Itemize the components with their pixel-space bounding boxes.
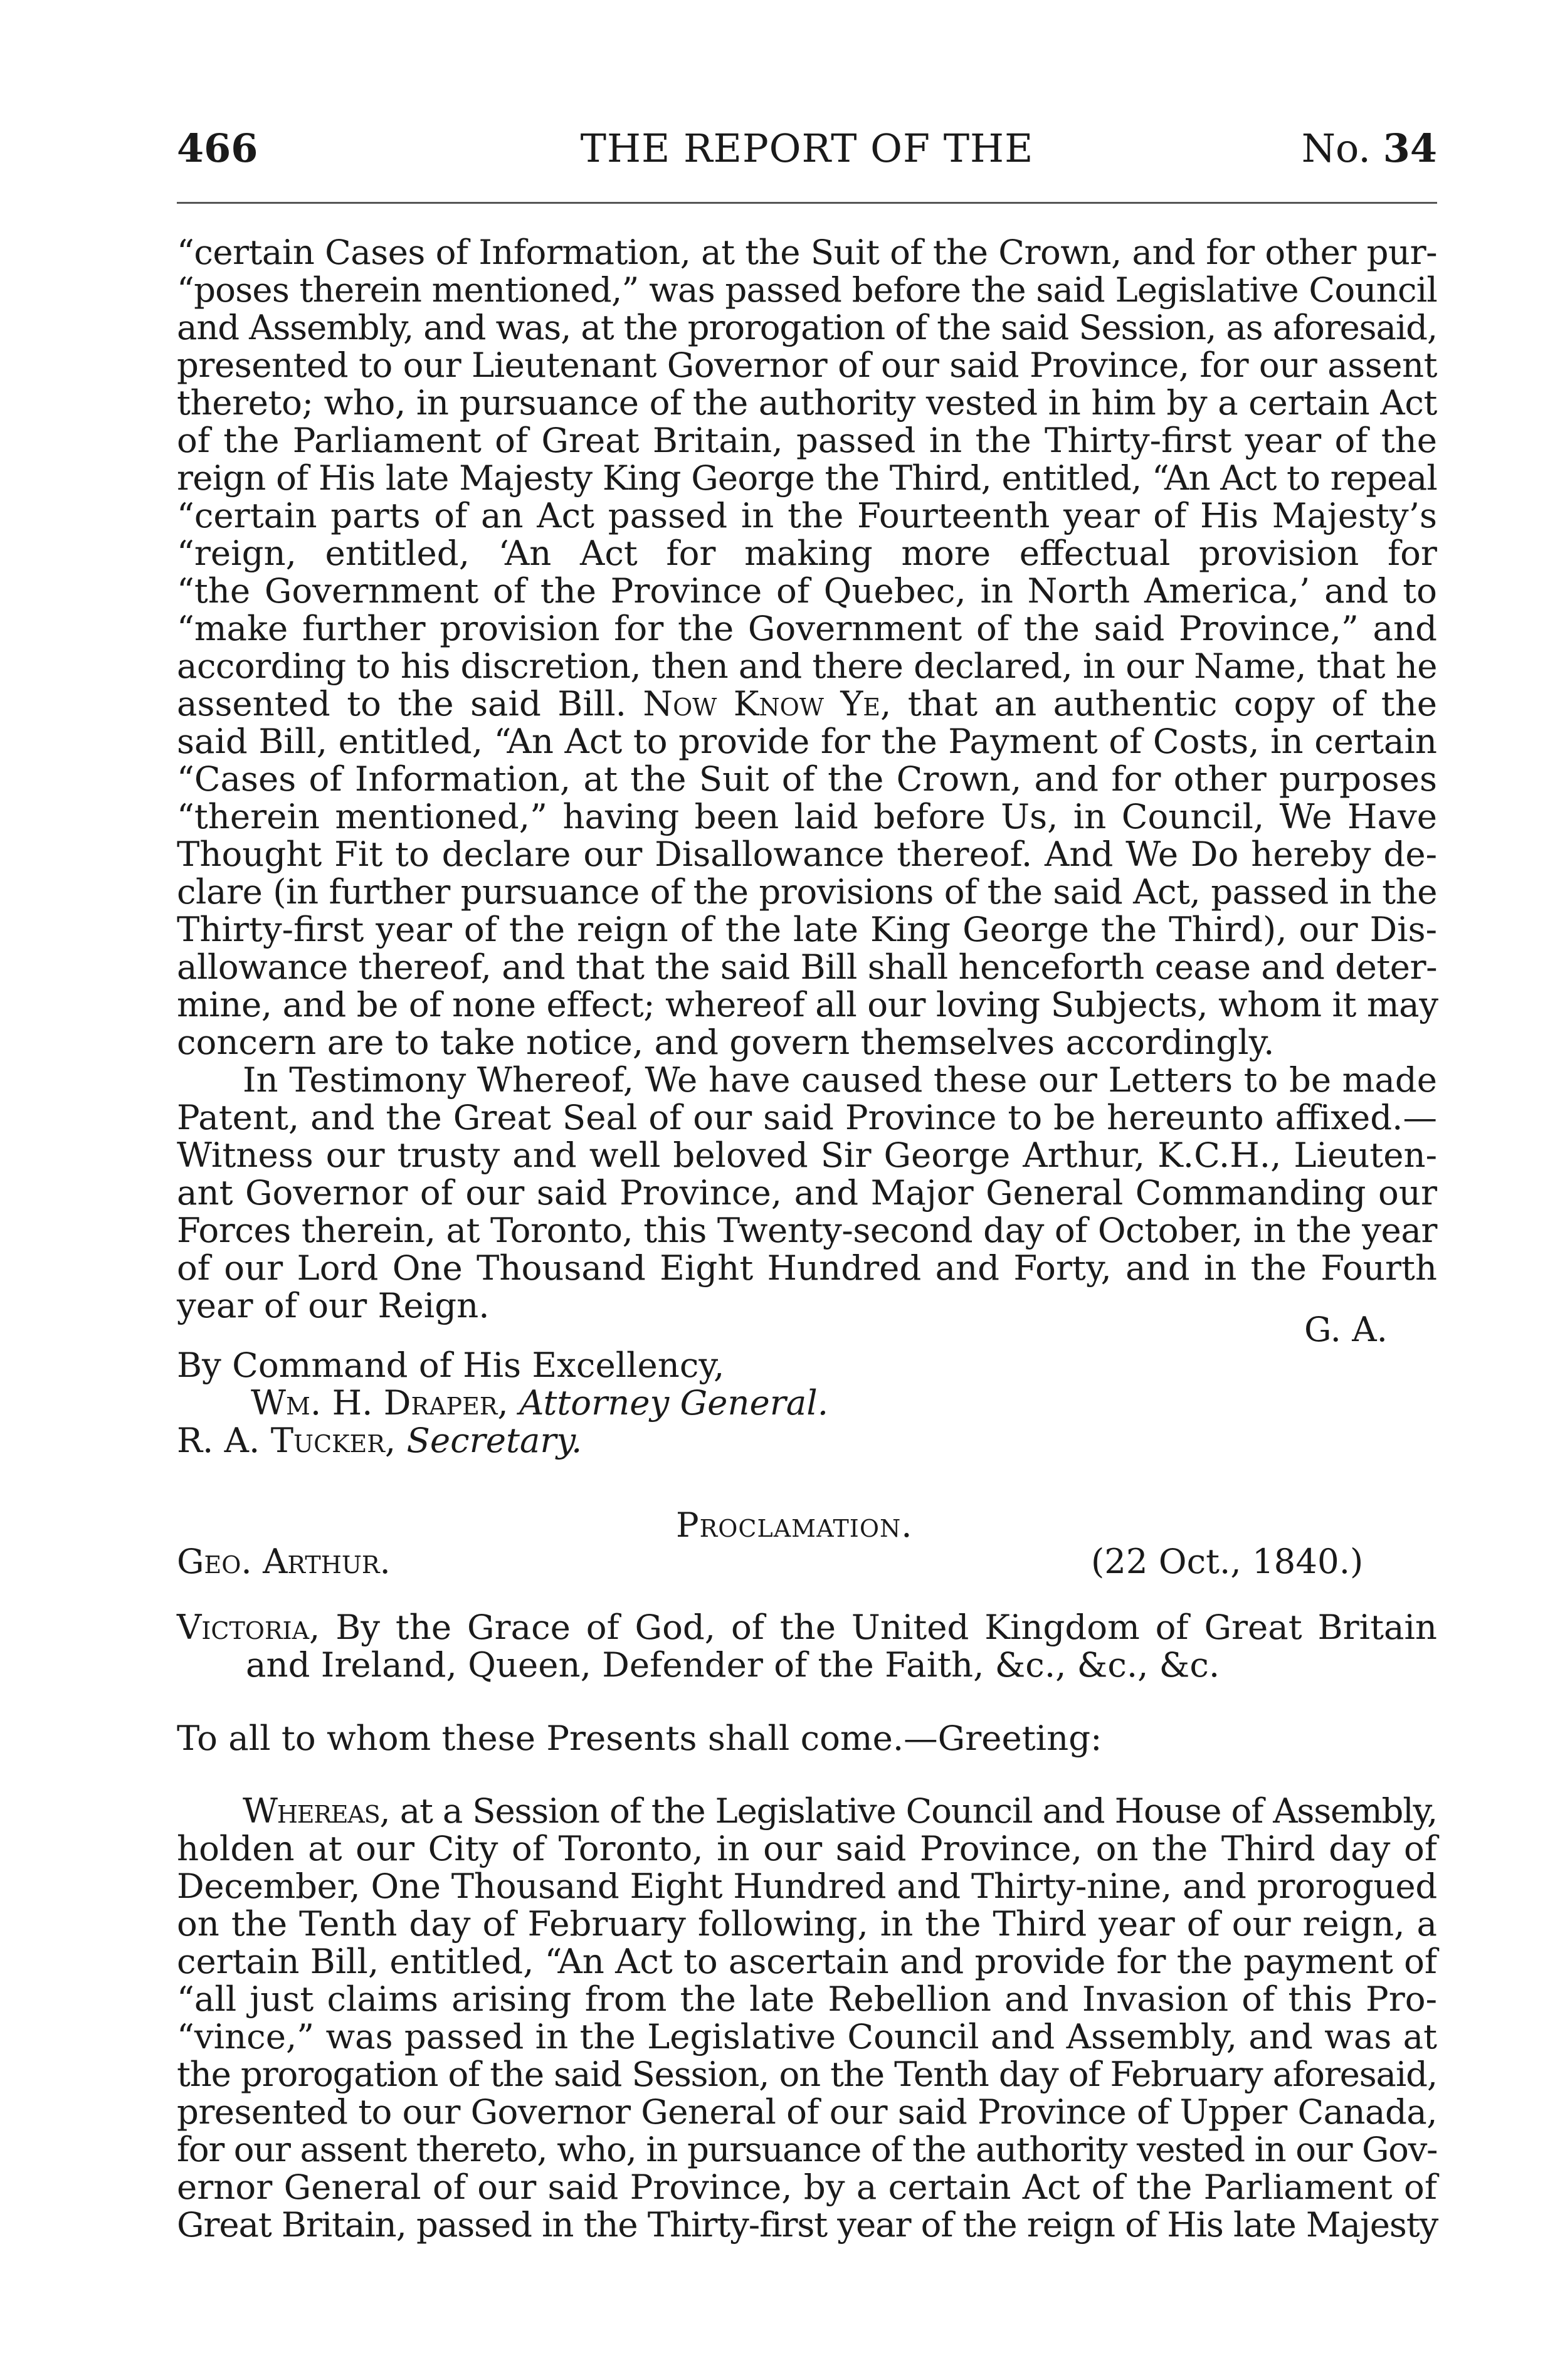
text-line: ernor General of our said Province, by a certain Act of the Parliament of — [177, 2167, 1437, 2207]
signature-attorney-general: Wm. H. Draper, Attorney General. — [251, 1382, 829, 1423]
page-header — [177, 125, 1437, 169]
greeting: To all to whom these Presents shall come.—Greeting: — [177, 1718, 1102, 1758]
text-line: “therein mentioned,” having been laid before Us, in Council, We Have — [177, 796, 1437, 836]
text-line: presented to our Governor General of our said Province of Upper Canada, — [177, 2092, 1437, 2132]
text-line: Thought Fit to declare our Disallowance thereof. And We Do hereby de- — [177, 834, 1437, 874]
proclamation-heading: Proclamation. — [676, 1505, 913, 1545]
text-line: Patent, and the Great Seal of our said Province to be hereunto affixed.— — [177, 1097, 1437, 1137]
text-line: for our assent thereto, who, in pursuance of the authority vested in our Gov- — [177, 2129, 1437, 2169]
paragraph-whereas — [177, 1792, 1437, 2243]
signature-secretary: R. A. Tucker, Secretary. — [177, 1420, 582, 1460]
text-line: thereto; who, in pursuance of the authority vested in him by a certain Act — [177, 382, 1437, 423]
text-line: “certain parts of an Act passed in the Fourteenth year of His Majesty’s — [177, 495, 1437, 535]
text-line: and Assembly, and was, at the prorogation of the said Session, as aforesaid, — [177, 307, 1437, 347]
header-rule — [177, 202, 1437, 204]
text-line: December, One Thousand Eight Hundred and Thirty-nine, and prorogued — [177, 1866, 1437, 1906]
text-line: said Bill, entitled, “An Act to provide for the Payment of Costs, in certain — [177, 721, 1437, 761]
text-line: year of our Reign. — [177, 1285, 490, 1325]
paragraph-disallowance — [177, 233, 1437, 1324]
text-line: the prorogation of the said Session, on the Tenth day of February aforesaid, — [177, 2054, 1437, 2094]
text-line: certain Bill, entitled, “An Act to ascertain and provide for the payment of — [177, 1941, 1437, 1981]
text-line: on the Tenth day of February following, in the Third year of our reign, a — [177, 1903, 1437, 1944]
geo-arthur: Geo. Arthur. — [177, 1541, 391, 1581]
text-line: of our Lord One Thousand Eight Hundred and Forty, and in the Fourth — [177, 1248, 1437, 1288]
text-line: “reign, entitled, ‘An Act for making more effectual provision for — [177, 533, 1437, 573]
text-line: presented to our Lieutenant Governor of our said Province, for our assent — [177, 345, 1437, 385]
text-line: allowance thereof, and that the said Bill shall henceforth cease and deter- — [177, 947, 1437, 987]
report-number: No. 34 — [1301, 125, 1437, 171]
text-line: “vince,” was passed in the Legislative Council and Assembly, and was at — [177, 2016, 1437, 2056]
text-line: “the Government of the Province of Quebec, in North America,’ and to — [177, 571, 1437, 611]
know-ye: Now Know Ye — [643, 683, 881, 724]
text-line: assented to the said Bill. Now Know Ye, that an authentic copy of the — [177, 683, 1437, 724]
text-line: ant Governor of our said Province, and Major General Commanding our — [177, 1172, 1437, 1213]
text-line: Thirty-first year of the reign of the late King George the Third), our Dis- — [177, 909, 1437, 949]
proclamation-date: (22 Oct., 1840.) — [1091, 1541, 1364, 1581]
text-line: Forces therein, at Toronto, this Twenty-second day of October, in the year — [177, 1210, 1437, 1250]
text-line: of the Parliament of Great Britain, passed in the Thirty-first year of the — [177, 420, 1437, 460]
text-line: Whereas, at a Session of the Legislative Council and House of Assembly, — [243, 1791, 1437, 1831]
text-line: concern are to take notice, and govern themselves accordingly. — [177, 1022, 1275, 1062]
text-line: according to his discretion, then and there declared, in our Name, that he — [177, 646, 1437, 686]
governor-initials: G. A. — [1304, 1309, 1388, 1349]
text-line: “make further provision for the Government of the said Province,” and — [177, 608, 1437, 648]
text-line: mine, and be of none effect; whereof all our loving Subjects, whom it may — [177, 984, 1438, 1024]
text-line: reign of His late Majesty King George the Third, entitled, “An Act to repeal — [177, 458, 1437, 498]
running-title: THE REPORT OF THE — [580, 125, 1034, 171]
text-line: “certain Cases of Information, at the Suit of the Crown, and for other pur- — [177, 232, 1437, 272]
text-line: Witness our trusty and well beloved Sir George Arthur, K.C.H., Lieuten- — [177, 1135, 1437, 1175]
text-line: clare (in further pursuance of the provisions of the said Act, passed in the — [177, 871, 1437, 912]
text-line: “Cases of Information, at the Suit of the Crown, and for other purposes — [177, 759, 1437, 799]
text-line: holden at our City of Toronto, in our said Province, on the Third day of — [177, 1828, 1437, 1868]
text-line: In Testimony Whereof, We have caused these our Letters to be made — [243, 1060, 1437, 1100]
by-command-line: By Command of His Excellency, — [177, 1345, 725, 1385]
victoria-title — [177, 1608, 1437, 1683]
page-number: 466 — [177, 125, 258, 171]
text-line: Victoria, By the Grace of God, of the United Kingdom of Great Britain — [177, 1607, 1437, 1647]
text-line: “all just claims arising from the late Rebellion and Invasion of this Pro- — [177, 1979, 1437, 2019]
text-line: and Ireland, Queen, Defender of the Faith, &c., &c., &c. — [246, 1645, 1220, 1685]
text-line: Great Britain, passed in the Thirty-first year of the reign of His late Majesty — [177, 2204, 1438, 2245]
text-line: “poses therein mentioned,” was passed before the said Legislative Council — [177, 270, 1437, 310]
